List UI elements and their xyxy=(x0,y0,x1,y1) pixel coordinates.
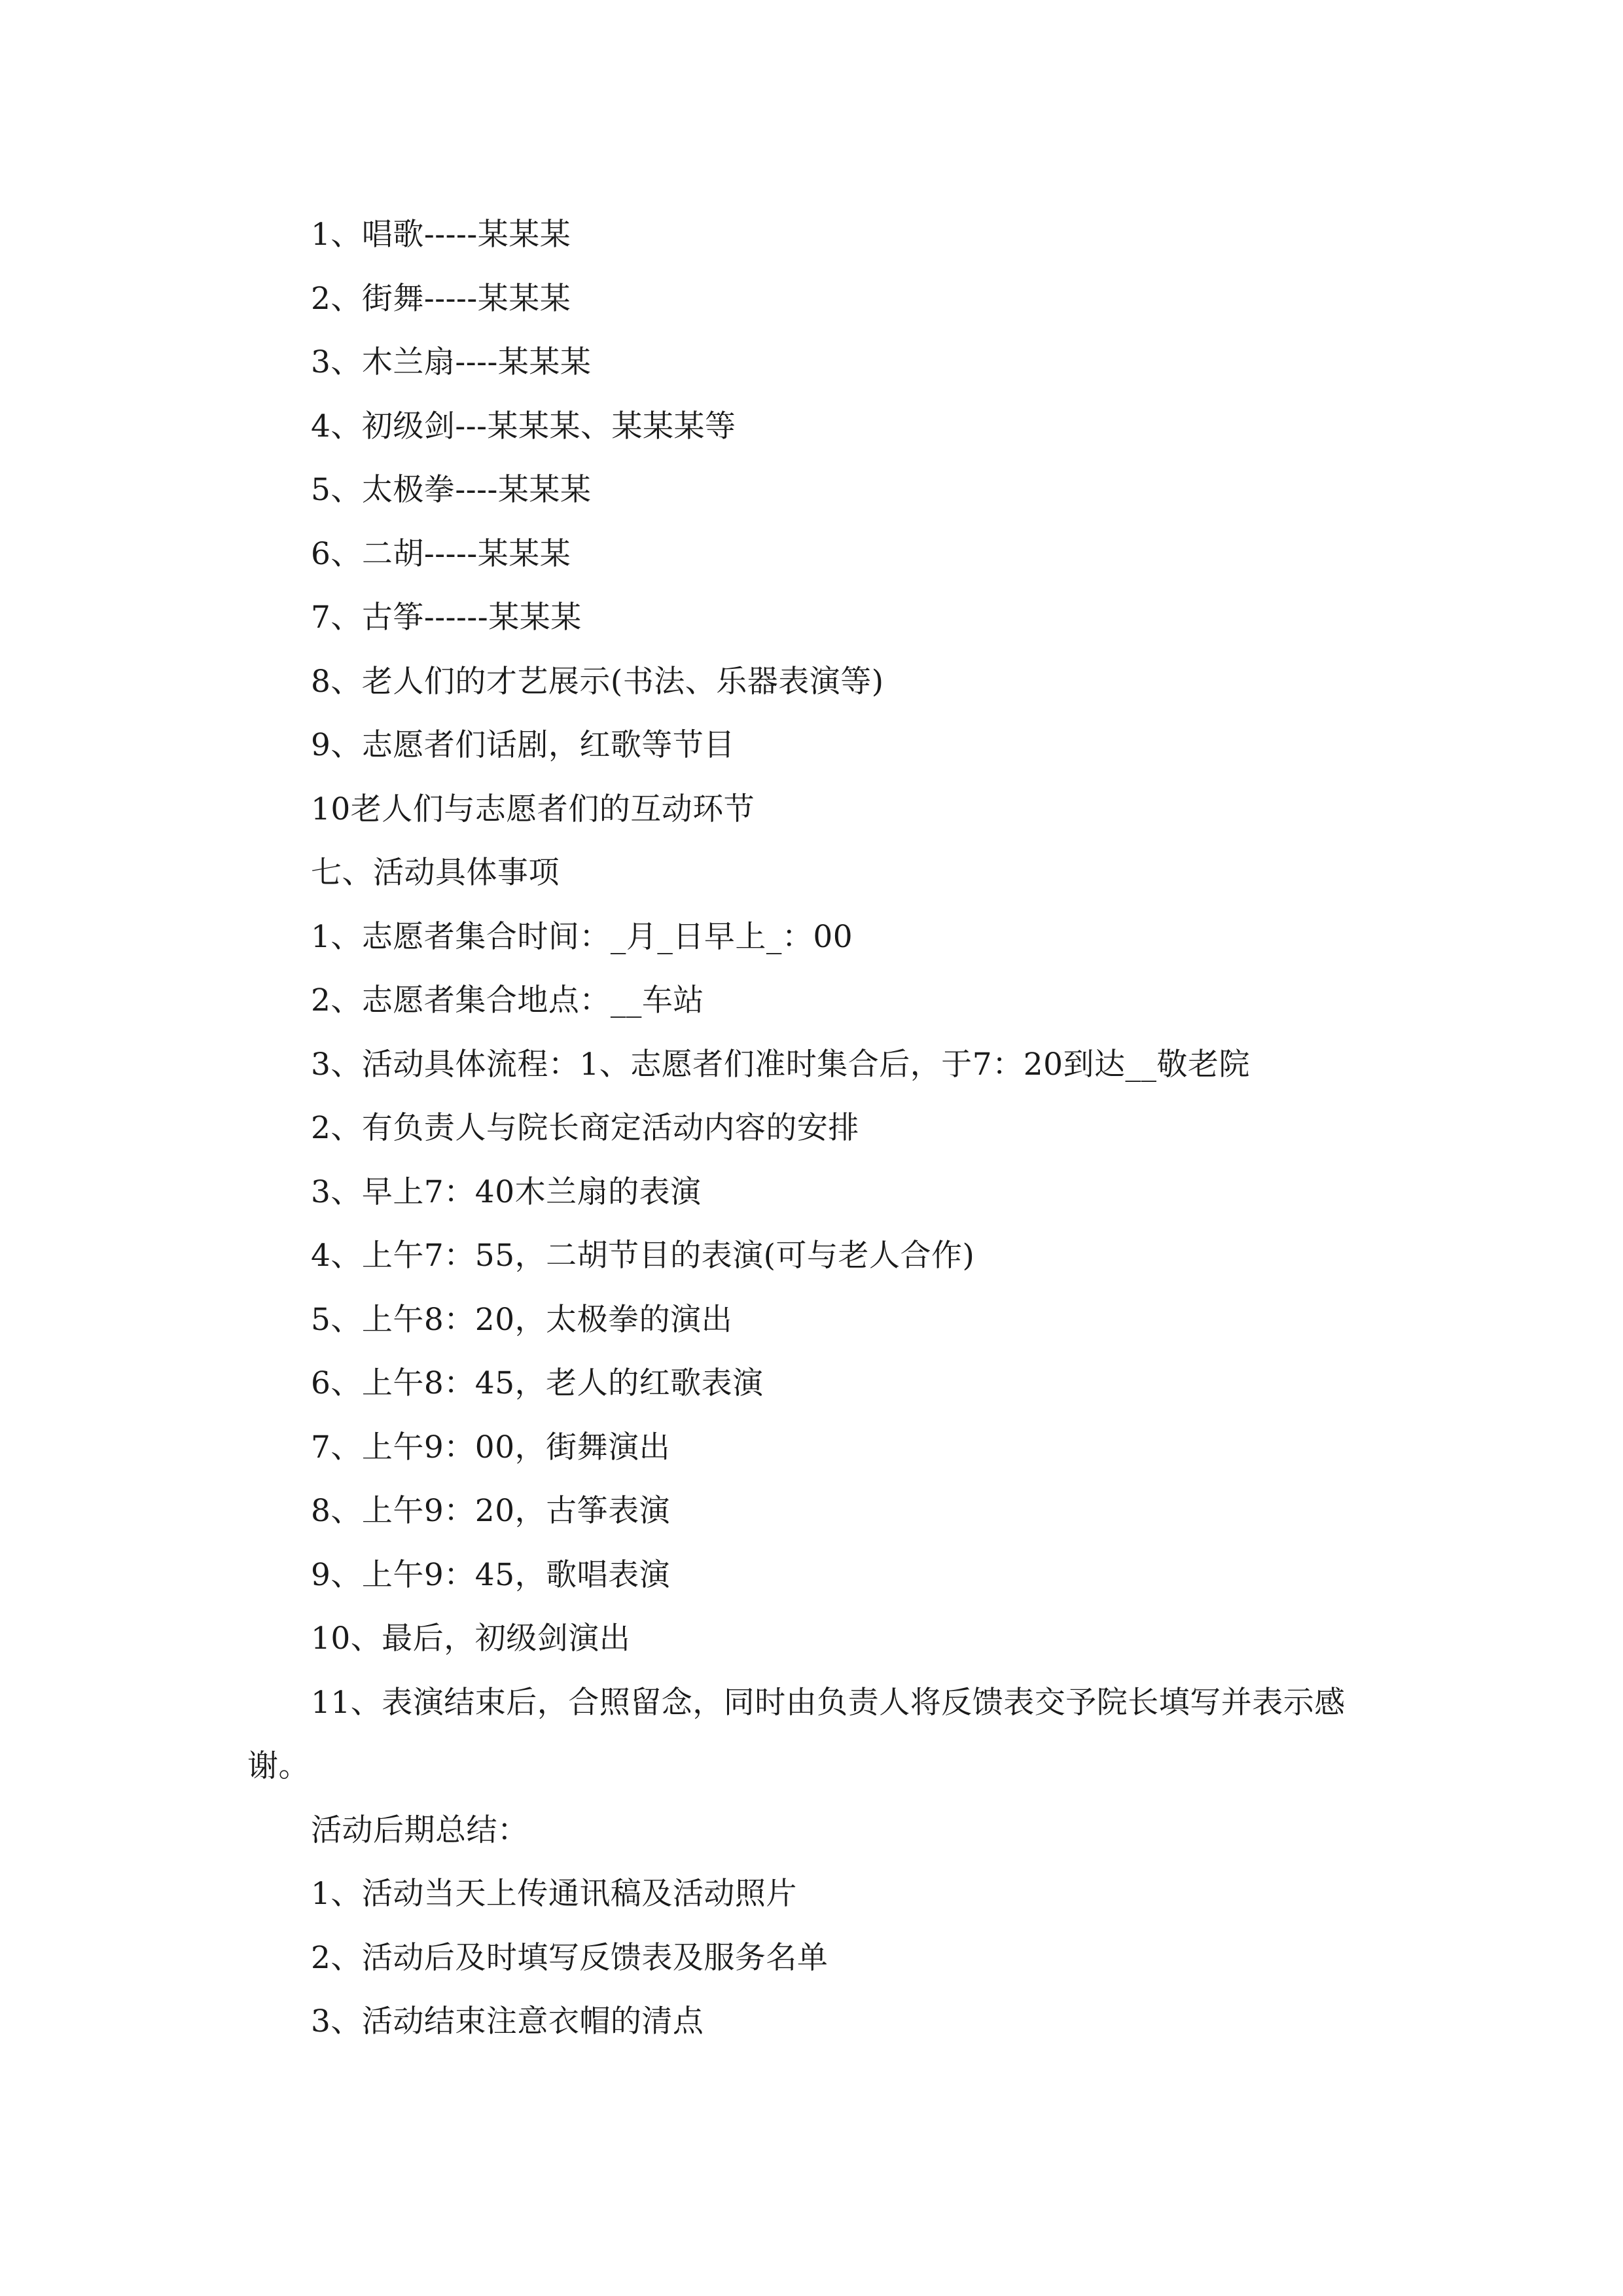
summary-item-3: 3、活动结束注意衣帽的清点 xyxy=(311,2003,704,2039)
flow-step-8: 8、上午9：20，古筝表演 xyxy=(311,1493,671,1529)
program-item-10: 10老人们与志愿者们的互动环节 xyxy=(311,791,755,827)
document-body xyxy=(247,203,1386,2054)
program-item-3: 3、木兰扇----某某某 xyxy=(311,344,592,380)
flow-step-4: 4、上午7：55，二胡节目的表演(可与老人合作) xyxy=(311,1238,975,1274)
detail-item-3: 3、活动具体流程：1、志愿者们准时集合后，于7：20到达__敬老院 xyxy=(311,1046,1251,1083)
flow-step-7: 7、上午9：00，街舞演出 xyxy=(311,1429,671,1465)
flow-step-11-paragraph: 11、表演结束后，合照留念，同时由负责人将反馈表交予院长填写并表示感谢。 xyxy=(247,1684,1346,1784)
flow-step-3: 3、早上7：40木兰扇的表演 xyxy=(311,1174,702,1210)
program-item-1: 1、唱歌-----某某某 xyxy=(311,217,571,253)
summary-item-2: 2、活动后及时填写反馈表及服务名单 xyxy=(311,1939,829,1976)
flow-step-10: 10、最后，初级剑演出 xyxy=(311,1621,631,1657)
detail-item-1: 1、志愿者集合时间：_月_日早上_：00 xyxy=(311,918,853,955)
flow-step-6: 6、上午8：45，老人的红歌表演 xyxy=(311,1365,764,1401)
summary-item-1: 1、活动当天上传通讯稿及活动照片 xyxy=(311,1876,797,1912)
summary-heading: 活动后期总结： xyxy=(311,1812,529,1848)
flow-step-5: 5、上午8：20，太极拳的演出 xyxy=(311,1301,733,1338)
flow-step-9: 9、上午9：45，歌唱表演 xyxy=(311,1556,671,1593)
program-item-2: 2、街舞-----某某某 xyxy=(311,280,571,317)
program-item-7: 7、古筝------某某某 xyxy=(311,600,582,636)
section-heading: 七、活动具体事项 xyxy=(311,855,560,891)
program-item-6: 6、二胡-----某某某 xyxy=(311,535,571,572)
program-item-9: 9、志愿者们话剧，红歌等节目 xyxy=(311,727,735,763)
flow-step-2: 2、有负责人与院长商定活动内容的安排 xyxy=(311,1110,859,1146)
program-item-5: 5、太极拳----某某某 xyxy=(311,472,592,508)
program-item-4: 4、初级剑---某某某、某某某等 xyxy=(311,408,736,444)
program-item-8: 8、老人们的才艺展示(书法、乐器表演等) xyxy=(311,663,884,700)
detail-item-2: 2、志愿者集合地点：__车站 xyxy=(311,982,704,1018)
